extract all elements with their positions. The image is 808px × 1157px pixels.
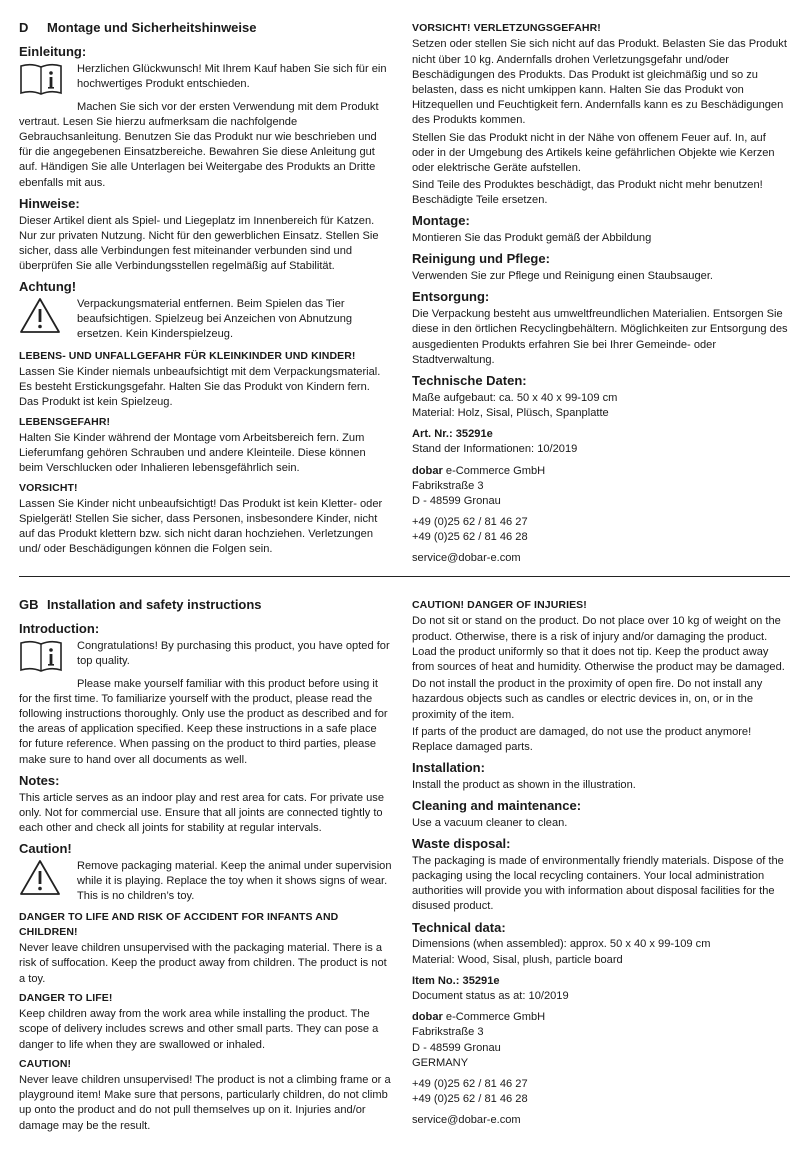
document-status: Document status as at: 10/2019	[412, 989, 569, 1002]
clean-heading: Reinigung und Pflege:	[412, 251, 550, 267]
warning-triangle-icon	[19, 859, 77, 895]
section-title	[19, 19, 392, 37]
injury-text-2: Do not install the product in the proximity of open fire. Do not install any hazardous objects such as candles or electric devices in, on, or in the proximity of the item.	[412, 678, 763, 721]
section-title-text: Montage und Sicherheitshinweise	[47, 20, 257, 35]
item-number: Item No.: 35291e	[412, 974, 500, 987]
caution2-heading: VORSICHT!	[19, 481, 78, 494]
danger2-text: Halten Sie Kinder während der Montage vom Arbeitsbereich fern. Zum Lieferumfang gehören Schrauben und andere Kleinteile. Diese können beim Verschlucken oder Inhalieren lebensgefährlich sein.	[19, 431, 366, 475]
intro-text: Herzlichen Glückwunsch! Mit Ihrem Kauf haben Sie sich für ein hochwertiges Produkt entschieden.	[77, 62, 387, 90]
caution-heading: Caution!	[19, 841, 72, 857]
section-de	[19, 19, 790, 565]
company-suffix: e-Commerce GmbH	[442, 1011, 546, 1024]
notes-text: This article serves as an indoor play and rest area for cats. For private use only. Not for commercial use. Ensure that all joints are connected tightly to each other and check all joints for stability at regular intervals.	[19, 791, 385, 834]
intro-block	[19, 639, 392, 675]
intro-paragraph: Machen Sie sich vor der ersten Verwendung mit dem Produkt vertraut. Lesen Sie hierzu aufmerksam die nachfolgende Gebrauchsanleitung. Benutzen Sie das Produkt nur wie beschrieben und für die angegebenen Einsatzbereiche. Bewahren Sie diese Anleitung gut auf. Händigen Sie alle Unterlagen bei Weitergabe des Produkts an Dritte ebenfalls mit aus.	[19, 100, 379, 189]
danger2-text: Keep children away from the work area while installing the product. The scope of delivery includes screws and other small parts. They can pose a danger to life when they are swallowed or inhaled.	[19, 1008, 379, 1051]
phone-1: +49 (0)25 62 / 81 46 27	[412, 1077, 528, 1090]
danger2-heading: LEBENSGEFAHR!	[19, 415, 111, 428]
right-column	[412, 596, 790, 1128]
injury-text-2: Stellen Sie das Produkt nicht in der Nähe von offenem Feuer auf. In, auf oder in der Umgebung des Artikels keine gefährlichen Objekte wie Kerzen oder elektrische Geräte aufstellen.	[412, 131, 775, 174]
city: D - 48599 Gronau	[412, 494, 501, 507]
waste-heading: Entsorgung:	[412, 289, 490, 305]
caution-text: Remove packaging material. Keep the animal under supervision while it is playing. Replace the toy when it shows signs of wear. This is no children’s toy.	[77, 859, 392, 903]
injury-heading: CAUTION! DANGER OF INJURIES!	[412, 599, 587, 611]
danger1-heading: DANGER TO LIFE AND RISK OF ACCIDENT FOR INFANTS AND CHILDREN!	[19, 911, 339, 938]
intro-text: Congratulations! By purchasing this product, you have opted for top quality.	[77, 639, 390, 667]
intro-heading: Einleitung:	[19, 43, 87, 59]
company-suffix: e-Commerce GmbH	[442, 464, 546, 477]
phone-2: +49 (0)25 62 / 81 46 28	[412, 1093, 528, 1106]
street: Fabrikstraße 3	[412, 1026, 484, 1039]
injury-text-1: Do not sit or stand on the product. Do not place over 10 kg of weight on the product. Otherwise, there is a risk of injury and/or damaging the product. Load the product uniformly so that it does not tip. Keep the product away from sources of heat and humidity. Otherwise the product may be damaged.	[412, 615, 785, 673]
install-text: Montieren Sie das Produkt gemäß der Abbildung	[412, 232, 652, 245]
phone-2: +49 (0)25 62 / 81 46 28	[412, 531, 528, 544]
tech-heading: Technical data:	[412, 919, 506, 935]
notes-heading: Notes:	[19, 772, 60, 788]
install-heading: Montage:	[412, 213, 470, 229]
left-column	[19, 596, 392, 1136]
right-column	[412, 19, 790, 567]
caution-block	[19, 297, 392, 345]
clean-text: Use a vacuum cleaner to clean.	[412, 816, 568, 829]
section-title-text: Installation and safety instructions	[47, 597, 262, 612]
company-name	[412, 1010, 790, 1025]
email: service@dobar-e.com	[412, 1114, 521, 1127]
company-brand: dobar	[412, 1011, 443, 1024]
notes-text: Dieser Artikel dient als Spiel- und Liegeplatz im Innenbereich für Katzen. Nur zur privaten Nutzung. Nicht für den gewerblichen Einsatz. Stellen Sie sicher, dass alle Verbindungen fest miteinander verbunden sind und überprüfen Sie alle Verbindungsstellen regelmäßig auf Stabilität.	[19, 214, 379, 273]
danger2-heading: DANGER TO LIFE!	[19, 991, 113, 1004]
install-text: Install the product as shown in the illustration.	[412, 778, 636, 791]
section-gb	[19, 596, 790, 1141]
injury-text-1: Setzen oder stellen Sie sich nicht auf das Produkt. Belasten Sie das Produkt nicht über 10 kg. Andernfalls drohen Verletzungsgefahr und/oder Beschädigungen des Produkts. Das Produkt ist gleichmäßig und so zu belasten, dass es nicht umkippen kann. Halten Sie das Produkt von Hitzequellen und Feuchtigkeit fern. Andernfalls kann es zu Beschädigungen des Produkts kommen.	[412, 38, 787, 127]
tech-material: Material: Wood, Sisal, plush, particle board	[412, 953, 623, 966]
caution-block	[19, 859, 392, 907]
injury-text-3: Sind Teile des Produktes beschädigt, das Produkt nicht mehr benutzen! Beschädigte Teile ersetzen.	[412, 179, 763, 207]
language-code: GB	[19, 597, 39, 612]
language-code: D	[19, 20, 29, 35]
section-divider	[19, 576, 790, 577]
warning-triangle-icon	[19, 297, 77, 333]
caution-text: Verpackungsmaterial entfernen. Beim Spielen das Tier beaufsichtigen. Spielzeug bei Anzeichen von Abnutzung ersetzen. Kein Kinderspielzeug.	[77, 298, 353, 341]
install-heading: Installation:	[412, 760, 485, 776]
waste-heading: Waste disposal:	[412, 836, 511, 852]
tech-data	[412, 391, 790, 567]
article-number: Art. Nr.: 35291e	[412, 428, 493, 441]
caution2-heading: CAUTION!	[19, 1057, 72, 1070]
clean-text: Verwenden Sie zur Pflege und Reinigung einen Staubsauger.	[412, 270, 713, 283]
danger1-heading: LEBENS- UND UNFALLGEFAHR FÜR KLEINKINDER UND KINDER!	[19, 349, 356, 362]
waste-text: Die Verpackung besteht aus umweltfreundlichen Materialien. Entsorgen Sie diese in den örtlichen Recyclingbehältern. Möglichkeiten zur Entsorgung des ausgedienten Produkts erfahren Sie bei Ihrer Gemeinde- oder Stadtverwaltung.	[412, 308, 788, 366]
injury-text-3: If parts of the product are damaged, do not use the product anymore! Replace damaged parts.	[412, 725, 752, 753]
street: Fabrikstraße 3	[412, 479, 484, 492]
danger1-text: Never leave children unsupervised with the packaging material. There is a risk of suffocation. Keep the product away from children. The product is not a toy.	[19, 942, 387, 985]
company-name	[412, 464, 790, 479]
waste-text: The packaging is made of environmentally friendly materials. Dispose of the packaging using the local recycling containers. Your local administration authorities will provide you with information about disposal facilities for the disused product.	[412, 854, 784, 913]
caution-heading: Achtung!	[19, 279, 77, 295]
phone-1: +49 (0)25 62 / 81 46 27	[412, 516, 528, 529]
info-status: Stand der Informationen: 10/2019	[412, 443, 578, 456]
intro-block	[19, 62, 392, 98]
caution2-text: Lassen Sie Kinder nicht unbeaufsichtigt! Das Produkt ist kein Kletter- oder Spielgerät! Stellen Sie sicher, dass Personen, insbesondere Kinder, nicht auf das Produkt klettern bzw. sich nicht daran hochziehen. Verletzungen und/ oder Beschädigungen können die Folgen sein.	[19, 497, 383, 556]
intro-paragraph: Please make yourself familiar with this product before using it for the first time. To familiarize yourself with the product, please read the following instructions thoroughly. Only use the product as described and for the areas of application specified. Keep these instructions in a safe place for future reference. When passing on the product to third parties, please make sure to hand over all documents as well.	[19, 677, 388, 766]
notes-heading: Hinweise:	[19, 195, 80, 211]
info-book-icon	[19, 639, 77, 675]
danger1-text: Lassen Sie Kinder niemals unbeaufsichtigt mit dem Verpackungsmaterial. Es besteht Erstickungsgefahr. Halten Sie das Produkt von Kindern fern. Das Produkt ist kein Spielzeug.	[19, 366, 381, 409]
tech-dimensions: Maße aufgebaut: ca. 50 x 40 x 99-109 cm	[412, 391, 618, 404]
tech-dimensions: Dimensions (when assembled): approx. 50 x 40 x 99-109 cm	[412, 938, 711, 951]
country: GERMANY	[412, 1056, 469, 1069]
clean-heading: Cleaning and maintenance:	[412, 798, 582, 814]
section-title	[19, 596, 392, 614]
company-brand: dobar	[412, 464, 443, 477]
left-column	[19, 19, 392, 560]
tech-data	[412, 937, 790, 1128]
tech-material: Material: Holz, Sisal, Plüsch, Spanplatte	[412, 406, 609, 419]
info-book-icon	[19, 62, 77, 98]
city: D - 48599 Gronau	[412, 1041, 501, 1054]
caution2-text: Never leave children unsupervised! The product is not a climbing frame or a playground item! Make sure that persons, particularly children, do not climb up onto the product and do not pull themselves up on it. Injuries and/or damage may be the result.	[19, 1074, 391, 1132]
intro-heading: Introduction:	[19, 620, 100, 636]
tech-heading: Technische Daten:	[412, 372, 527, 388]
injury-heading: VORSICHT! VERLETZUNGSGEFAHR!	[412, 22, 601, 34]
email: service@dobar-e.com	[412, 552, 521, 565]
